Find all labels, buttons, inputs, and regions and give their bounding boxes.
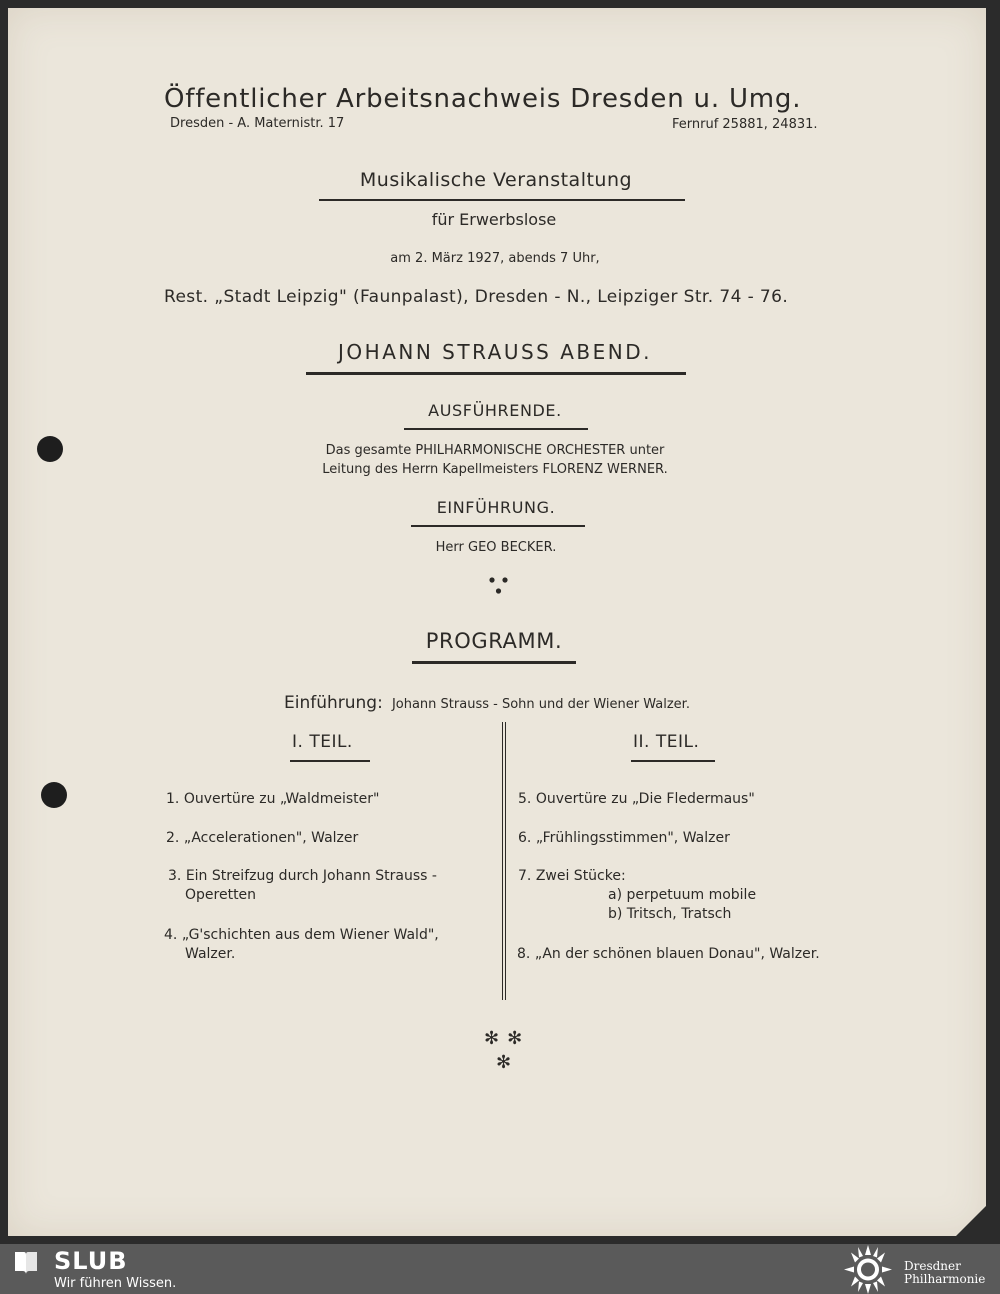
performers-line-1: Das gesamte PHILHARMONISCHE ORCHESTER unter — [325, 443, 665, 458]
item-title-continued: Walzer. — [185, 946, 236, 962]
event-title: Musikalische Veranstaltung — [359, 169, 633, 191]
item-number: 4. — [164, 927, 178, 943]
item-title: „Accelerationen", Walzer — [183, 830, 359, 846]
item-number: 5. — [518, 791, 532, 807]
program-item-6 — [518, 829, 730, 848]
column-divider-inner — [505, 722, 506, 1000]
program-item-2 — [166, 829, 358, 848]
event-audience: für Erwerbslose — [431, 210, 557, 229]
item-number: 8. — [517, 946, 531, 962]
program-item-8 — [517, 945, 820, 964]
program-item-5 — [518, 790, 755, 809]
part-2-heading-underline — [631, 760, 715, 762]
program-heading-underline — [412, 661, 576, 664]
item-sub-a: a) perpetuum mobile — [608, 887, 757, 903]
item-title-continued: Operetten — [185, 887, 257, 903]
part-1-heading-underline — [290, 760, 370, 762]
org-phone: Fernruf 25881, 24831. — [672, 117, 818, 132]
introduction-heading: EINFÜHRUNG. — [436, 498, 556, 517]
item-title: Zwei Stücke: — [535, 868, 626, 884]
program-intro-label: Einführung: — [284, 693, 383, 713]
program-item-4 — [164, 926, 439, 964]
ornament-asterisk-bottom: ✻ — [496, 1052, 512, 1073]
item-number: 7. — [518, 868, 532, 884]
punch-hole-lower — [41, 782, 67, 808]
performers-line-2: Leitung des Herrn Kapellmeisters FLORENZ WERNER. — [322, 462, 668, 477]
slub-logo-icon — [12, 1249, 40, 1277]
item-number: 2. — [166, 830, 180, 846]
program-item-3 — [168, 867, 437, 905]
item-number: 6. — [518, 830, 532, 846]
program-intro — [284, 693, 690, 713]
event-date: am 2. März 1927, abends 7 Uhr, — [390, 251, 600, 266]
philharmonie-line-1: Dresdner — [904, 1259, 961, 1273]
column-divider — [502, 722, 503, 1000]
event-headline: JOHANN STRAUSS ABEND. — [338, 340, 652, 364]
philharmonie-name — [904, 1260, 985, 1286]
item-title: Ouvertüre zu „Die Fledermaus" — [535, 791, 755, 807]
slub-name: SLUB — [54, 1247, 128, 1275]
event-title-underline — [319, 199, 685, 201]
philharmonie-logo-icon — [842, 1245, 894, 1294]
program-item-1 — [166, 790, 379, 809]
part-2-heading: II. TEIL. — [633, 732, 700, 752]
introduction-speaker: Herr GEO BECKER. — [435, 540, 557, 555]
performers-heading: AUSFÜHRENDE. — [428, 401, 562, 420]
item-title: „Frühlingsstimmen", Walzer — [535, 830, 730, 846]
event-venue: Rest. „Stadt Leipzig" (Faunpalast), Dresden - N., Leipziger Str. 74 - 76. — [164, 287, 789, 307]
program-heading: PROGRAMM. — [425, 629, 563, 653]
ornament-asterisks-top: ✻✻ — [484, 1028, 531, 1049]
program-item-7 — [518, 867, 756, 924]
org-address: Dresden - A. Maternistr. 17 — [170, 116, 345, 131]
item-title: „G'schichten aus dem Wiener Wald", — [181, 927, 439, 943]
item-title: „An der schönen blauen Donau", Walzer. — [534, 946, 820, 962]
event-headline-underline — [306, 372, 686, 375]
item-number: 1. — [166, 791, 180, 807]
item-title: Ouvertüre zu „Waldmeister" — [183, 791, 380, 807]
footer-bar — [0, 1244, 1000, 1294]
item-title: Ein Streifzug durch Johann Strauss - — [185, 868, 437, 884]
performers-heading-underline — [404, 428, 588, 430]
org-name: Öffentlicher Arbeitsnachweis Dresden u. Umg. — [164, 84, 802, 114]
ornament-dots — [486, 574, 512, 598]
item-sub-b: b) Tritsch, Tratsch — [608, 906, 732, 922]
part-1-heading: I. TEIL. — [292, 732, 353, 752]
program-intro-text: Johann Strauss - Sohn und der Wiener Walzer. — [391, 697, 690, 712]
item-number: 3. — [168, 868, 182, 884]
slub-tagline: Wir führen Wissen. — [54, 1276, 177, 1291]
philharmonie-line-2: Philharmonie — [904, 1272, 986, 1286]
introduction-heading-underline — [411, 525, 585, 527]
